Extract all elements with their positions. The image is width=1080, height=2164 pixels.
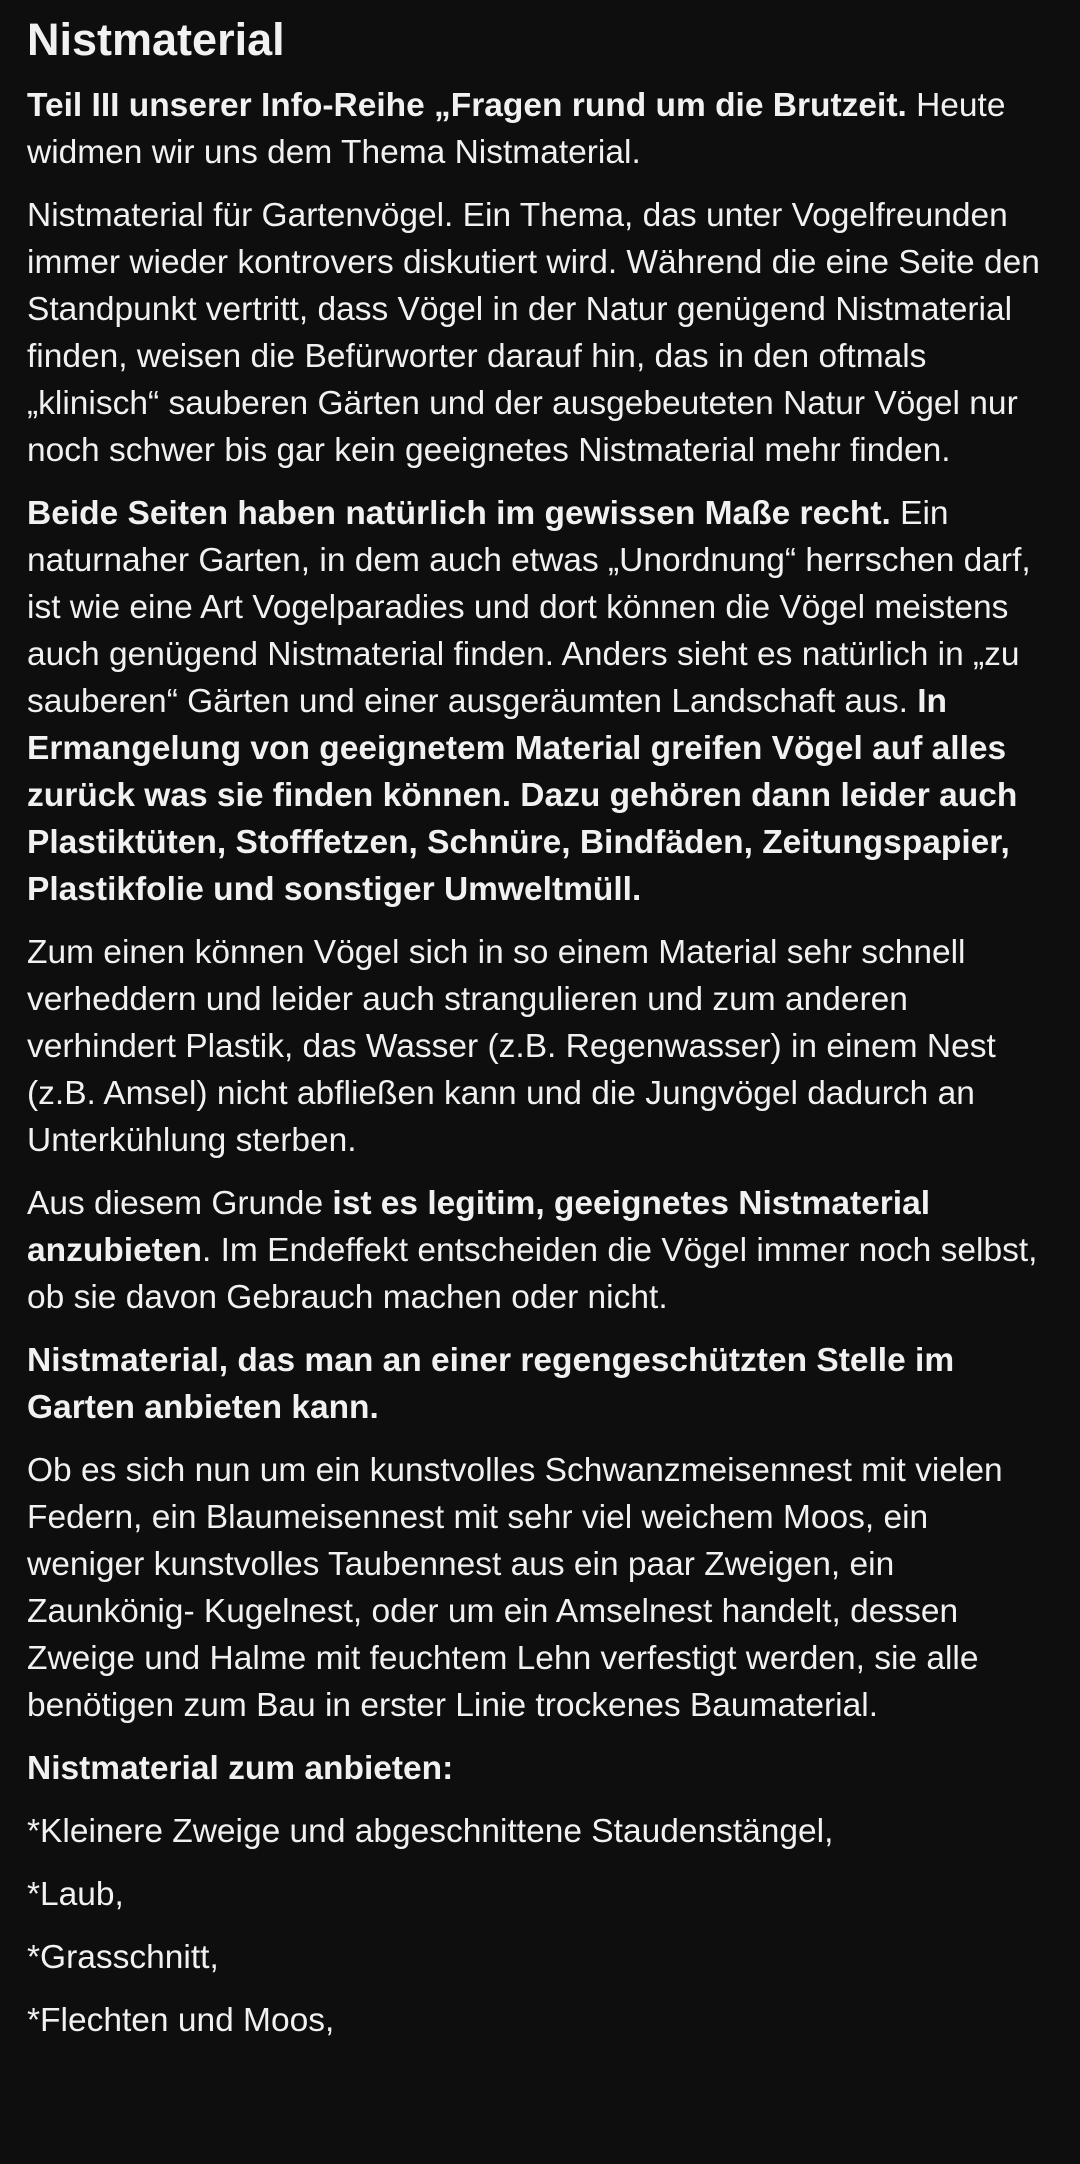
- paragraph-2-bold-1: Beide Seiten haben natürlich im gewissen Maße recht.: [27, 495, 891, 532]
- list-item: *Grasschnitt,: [27, 1939, 219, 1976]
- paragraph-3: Zum einen können Vögel sich in so einem Material sehr schnell verheddern und leider auch strangulieren und zum anderen verhindert Plastik, das Wasser (z.B. Regenwasser) in einem Nest (z.B. Amsel) nicht abfließen kann und die Jungvögel dadurch an Unterkühlung sterben.: [27, 934, 996, 1159]
- paragraph-4-text-1: Aus diesem Grunde: [27, 1185, 333, 1222]
- subheading-2: [27, 1745, 1053, 1792]
- list-item: *Laub,: [27, 1876, 124, 1913]
- article-title: Nistmaterial: [27, 14, 285, 65]
- paragraph-4-bold: ist es legitim, geeignetes Nistmaterial anzubieten: [27, 1185, 931, 1269]
- intro-paragraph: [27, 82, 1053, 176]
- paragraph-2-bold-2: In Ermangelung von geeignetem Material greifen Vögel auf alles zurück was sie finden können. Dazu gehören dann leider auch Plastiktüten, Stofffetzen, Schnüre, Bindfäden, Zeitungspapier, Plastikfolie und sonstiger Umweltmüll.: [27, 683, 1018, 908]
- intro-text: Heute widmen wir uns dem Thema Nistmaterial.: [27, 87, 1006, 171]
- subheading-1: [27, 1337, 1053, 1431]
- intro-bold: Teil III unserer Info-Reihe „Fragen rund um die Brutzeit.: [27, 87, 907, 124]
- subheading-1-text: Nistmaterial, das man an einer regengeschützten Stelle im Garten anbieten kann.: [27, 1342, 955, 1426]
- subheading-2-text: Nistmaterial zum anbieten:: [27, 1750, 454, 1787]
- paragraph-5: Ob es sich nun um ein kunstvolles Schwanzmeisennest mit vielen Federn, ein Blaumeisennest mit sehr viel weichem Moos, ein weniger kunstvolles Taubennest aus ein paar Zweigen, ein Zaunkönig- Kugelnest, oder um ein Amselnest handelt, dessen Zweige und Halme mit feuchtem Lehn verfestigt werden, sie alle benötigen zum Bau in erster Linie trockenes Baumaterial.: [27, 1452, 1003, 1724]
- paragraph-1: Nistmaterial für Gartenvögel. Ein Thema, das unter Vogelfreunden immer wieder kontrovers diskutiert wird. Während die eine Seite den Standpunkt vertritt, dass Vögel in der Natur genügend Nistmaterial finden, weisen die Befürworter darauf hin, das in den oftmals „klinisch“ sauberen Gärten und der ausgebeuteten Natur Vögel nur noch schwer bis gar kein geeignetes Nistmaterial mehr finden.: [27, 197, 1040, 469]
- list-item: *Kleinere Zweige und abgeschnittene Staudenstängel,: [27, 1813, 834, 1850]
- paragraph-2: [27, 490, 1053, 913]
- paragraph-4: [27, 1180, 1053, 1321]
- list-item: *Flechten und Moos,: [27, 2002, 335, 2039]
- paragraph-2-text-1: Ein naturnaher Garten, in dem auch etwas „Unordnung“ herrschen darf, ist wie eine Art Vogelparadies und dort können die Vögel meistens auch genügend Nistmaterial finden. Anders sieht es natürlich in „zu sauberen“ Gärten und einer ausgeräumten Landschaft aus.: [27, 495, 1031, 720]
- paragraph-4-text-2: . Im Endeffekt entscheiden die Vögel immer noch selbst, ob sie davon Gebrauch machen oder nicht.: [27, 1232, 1038, 1316]
